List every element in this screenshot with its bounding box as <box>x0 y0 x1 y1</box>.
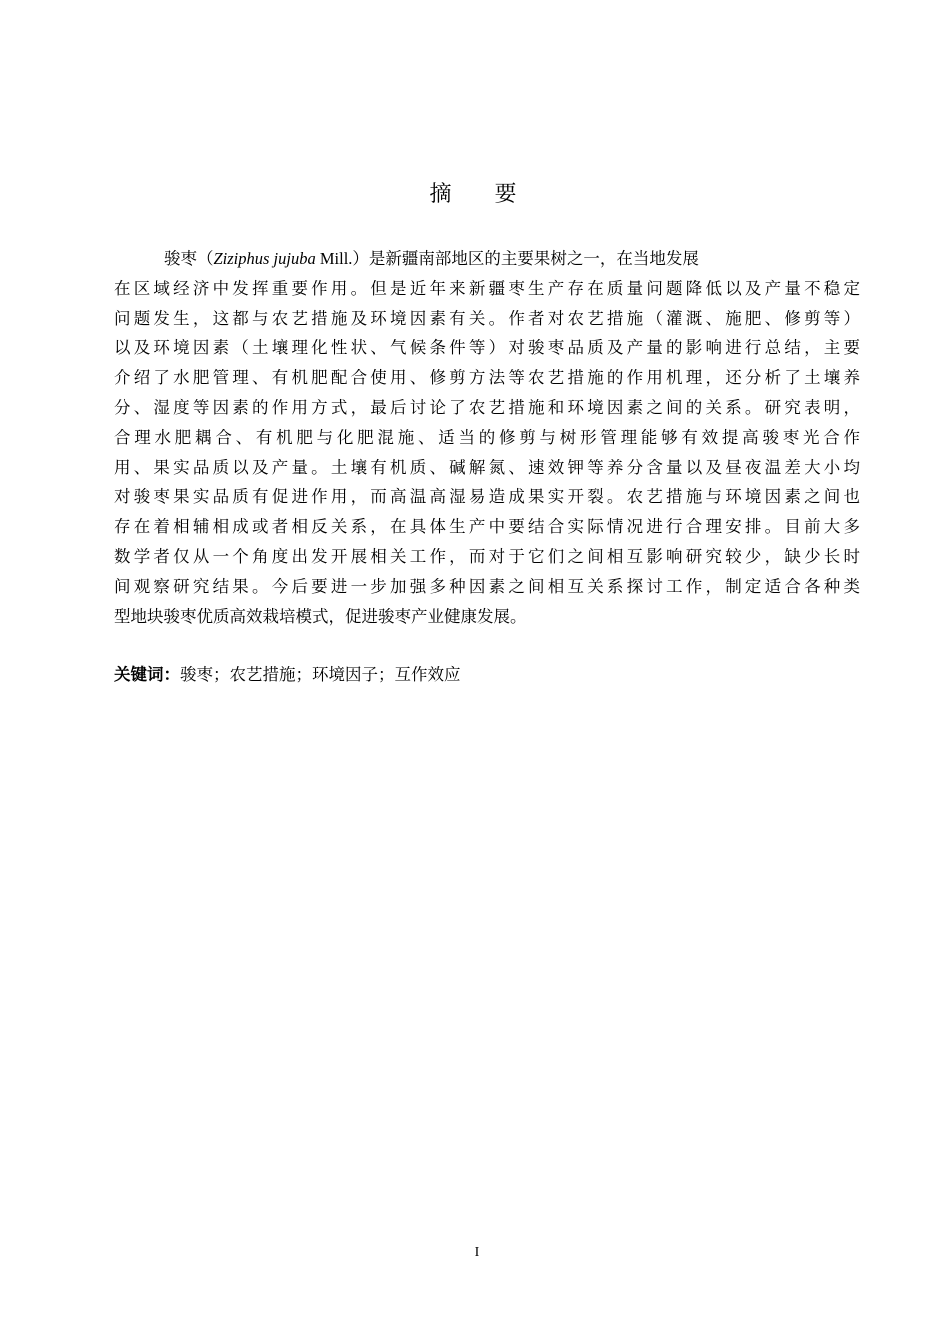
paragraph-line: 以及环境因素（土壤理化性状、气候条件等）对骏枣品质及产量的影响进行总结，主要 <box>114 338 860 358</box>
paragraph-line: 介绍了水肥管理、有机肥配合使用、修剪方法等农艺措施的作用机理，还分析了土壤养 <box>114 368 860 388</box>
line1-post: ）是新疆南部地区的主要果树之一，在当地发展 <box>352 249 699 268</box>
abstract-paragraph <box>114 244 860 631</box>
paragraph-line: 问题发生，这都与农艺措施及环境因素有关。作者对农艺措施（灌溉、施肥、修剪等） <box>114 308 860 328</box>
paragraph-line: 在区域经济中发挥重要作用。但是近年来新疆枣生产存在质量问题降低以及产量不稳定 <box>114 278 860 298</box>
paragraph-line: 分、湿度等因素的作用方式，最后讨论了农艺措施和环境因素之间的关系。研究表明， <box>114 397 860 417</box>
paragraph-line: 合理水肥耦合、有机肥与化肥混施、适当的修剪与树形管理能够有效提高骏枣光合作 <box>114 427 860 447</box>
paragraph-line: 数学者仅从一个角度出发开展相关工作，而对于它们之间相互影响研究较少，缺少长时 <box>114 546 860 566</box>
paragraph-line: 存在着相辅相成或者相反关系，在具体生产中要结合实际情况进行合理安排。目前大多 <box>114 517 860 537</box>
abstract-title: 摘 要 <box>429 182 535 207</box>
keywords-label: 关键词： <box>114 665 180 684</box>
scientific-authority: Mill. <box>315 249 353 268</box>
paragraph-line-1 <box>114 244 860 274</box>
paragraph-line: 用、果实品质以及产量。土壤有机质、碱解氮、速效钾等养分含量以及昼夜温差大小均 <box>114 457 860 477</box>
paragraph-line: 对骏枣果实品质有促进作用，而高温高湿易造成果实开裂。农艺措施与环境因素之间也 <box>114 487 860 507</box>
paragraph-line-last: 型地块骏枣优质高效栽培模式，促进骏枣产业健康发展。 <box>114 606 527 626</box>
page-number: I <box>474 1245 480 1260</box>
paragraph-line: 间观察研究结果。今后要进一步加强多种因素之间相互关系探讨工作，制定适合各种类 <box>114 576 860 596</box>
keywords-items: 骏枣；农艺措施；环境因子；互作效应 <box>180 665 461 684</box>
keywords-line <box>114 660 461 690</box>
scientific-name: Ziziphus jujuba <box>213 249 316 268</box>
line1-pre: 骏枣（ <box>164 249 214 268</box>
